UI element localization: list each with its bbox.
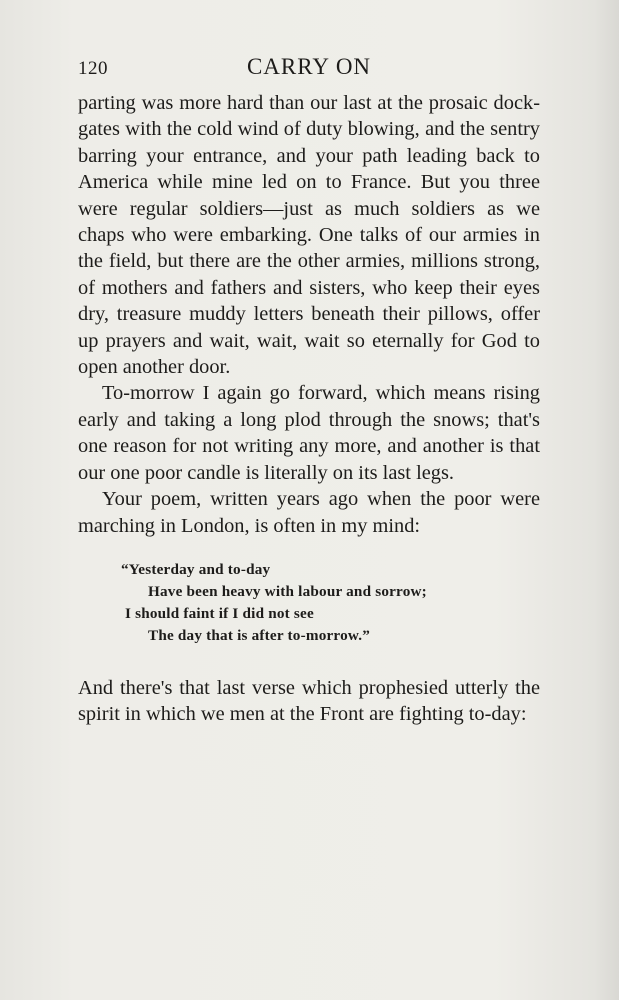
poem-quote — [121, 559, 540, 647]
page-header — [78, 54, 540, 84]
paragraph-your-poem: Your poem, written years ago when the poor were marching in London, is often in my mind: — [78, 488, 540, 537]
paragraph-tomorrow: To-morrow I again go forward, which means rising early and taking a long plod through the snows; that's one reason for not writing any more, and another is that our one poor candle is literally on its last legs. — [78, 382, 540, 484]
running-head: CARRY ON — [246, 54, 372, 79]
poem-line-4: The day that is after to-morrow.” — [148, 626, 371, 644]
body-text — [78, 90, 540, 728]
paragraph-last-verse: And there's that last verse which prophesied utterly the spirit in which we men at the Front are fighting to-day: — [78, 676, 540, 726]
page-number: 120 — [78, 58, 108, 79]
poem-line-1: “Yesterday and to-day — [121, 560, 271, 578]
poem-line-3: I should faint if I did not see — [125, 604, 314, 622]
paragraph-continued: parting was more hard than our last at the prosaic dock-gates with the cold wind of duty blowing, and the sentry barring your entrance, and your path leading back to America while mine led on to France. But you three were regular soldiers—just as much soldiers as we chaps who were embarking. One talks of our armies in the field, but there are the other armies, millions strong, of mothers and fathers and sisters, who keep their eyes dry, treasure muddy letters beneath their pillows, offer up prayers and wait, wait, wait so eternally for God to open another door. — [78, 92, 540, 379]
poem-line-2: Have been heavy with labour and sorrow; — [148, 582, 427, 600]
